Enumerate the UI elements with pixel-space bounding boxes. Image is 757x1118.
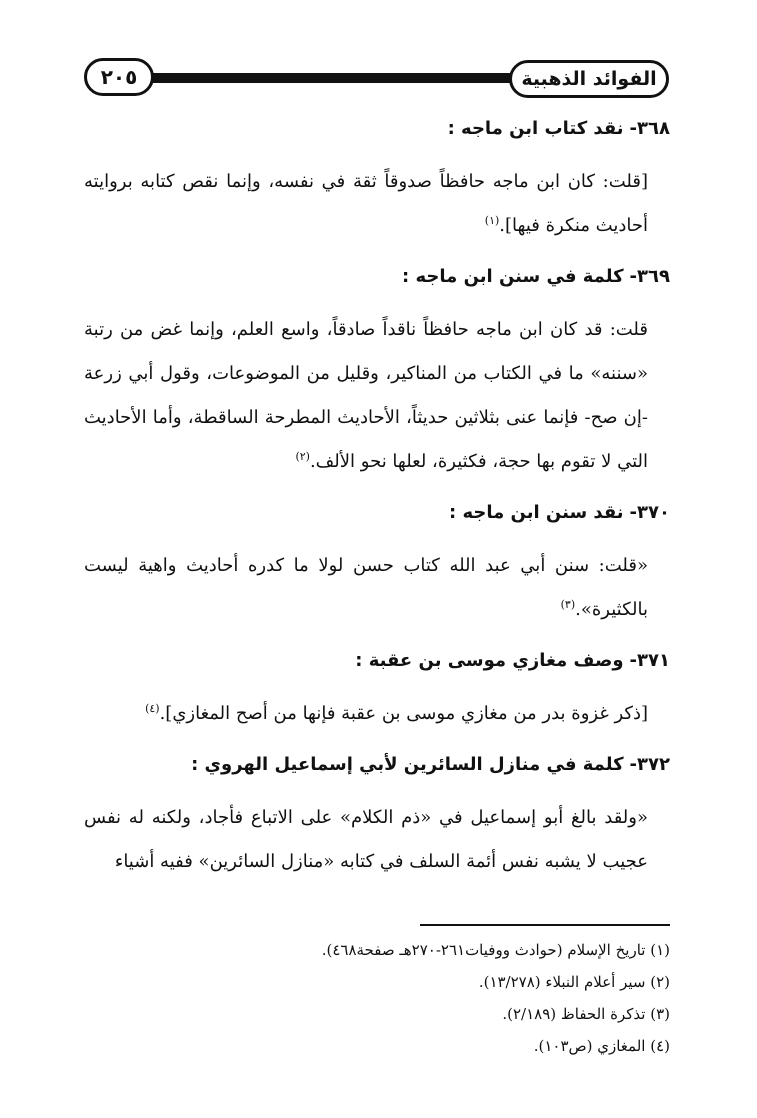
- section-text: [84, 544, 670, 632]
- page-content: [84, 112, 670, 896]
- section-heading: [84, 644, 670, 678]
- section-text: [84, 692, 670, 736]
- paragraph-text: «ولقد بالغ أبو إسماعيل في «ذم الكلام» على الاتباع فأجاد، ولكنه له نفس عجيب لا يشبه نفس أئمة السلف في كتابه «منازل السائرين» ففيه أشياء: [84, 807, 648, 872]
- section-368: [84, 112, 670, 248]
- section-text: [84, 308, 670, 484]
- section-text: [84, 796, 670, 884]
- section-number: ٣٦٨-: [629, 118, 670, 139]
- footnote-3: (٣) تذكرة الحفاظ (٢/١٨٩).: [502, 1005, 670, 1023]
- section-372: [84, 748, 670, 884]
- footnote-ref: (٤): [145, 702, 160, 715]
- section-369: [84, 260, 670, 484]
- section-heading: [84, 496, 670, 530]
- paragraph-text: [قلت: كان ابن ماجه حافظاً صدوقاً ثقة في نفسه، وإنما نقص كتابه بروايته أحاديث منكرة فيها].: [84, 171, 648, 236]
- footnote-ref: (٣): [560, 598, 576, 611]
- paragraph-text: «قلت: سنن أبي عبد الله كتاب حسن لولا ما كدره أحاديث واهية ليست بالكثيرة».: [84, 555, 648, 620]
- page-header: [84, 58, 669, 100]
- section-number: ٣٧٠-: [629, 502, 670, 523]
- header-rule: [144, 73, 519, 83]
- paragraph-text: قلت: قد كان ابن ماجه حافظاً ناقداً صادقاً، واسع العلم، وإنما غض من رتبة «سننه» ما في الكتاب من المناكير، وقليل من الموضوعات، وقول أبي زرعة -إن صح- فإنما عنى بثلاثين حديثاً، الأحاديث المطرحة الساقطة، وأما الأحاديث التي لا تقوم بها حجة، فكثيرة، لعلها نحو الألف.: [84, 319, 648, 472]
- section-number: ٣٦٩-: [629, 266, 670, 287]
- footnotes: [84, 934, 670, 1062]
- section-heading: [84, 112, 670, 146]
- section-text: [84, 160, 670, 248]
- footnote-ref: (٢): [295, 450, 310, 463]
- footnote-ref: (١): [484, 214, 500, 227]
- section-371: [84, 644, 670, 736]
- section-title: كلمة في سنن ابن ماجه :: [402, 266, 624, 287]
- section-number: ٣٧٢-: [629, 754, 670, 775]
- section-title: كلمة في منازل السائرين لأبي إسماعيل الهروي :: [191, 754, 624, 775]
- section-title: نقد سنن ابن ماجه :: [449, 502, 624, 523]
- section-heading: [84, 260, 670, 294]
- paragraph-text: [ذكر غزوة بدر من مغازي موسى بن عقبة فإنها من أصح المغازي].: [159, 703, 648, 724]
- section-title: وصف مغازي موسى بن عقبة :: [355, 650, 624, 671]
- section-title: نقد كتاب ابن ماجه :: [447, 118, 624, 139]
- section-heading: [84, 748, 670, 782]
- section-370: [84, 496, 670, 632]
- section-number: ٣٧١-: [629, 650, 670, 671]
- footnote-1: (١) تاريخ الإسلام (حوادث ووفيات٢٦١-٢٧٠هـ صفحة٤٦٨).: [321, 941, 670, 959]
- page-number: ٢٠٥: [84, 58, 154, 96]
- running-title: الفوائد الذهبية: [509, 60, 669, 98]
- footnote-4: (٤) المغازي (ص١٠٣).: [533, 1037, 670, 1055]
- footnote-2: (٢) سير أعلام النبلاء (١٣/٢٧٨).: [478, 973, 670, 991]
- footnote-divider: [420, 924, 670, 926]
